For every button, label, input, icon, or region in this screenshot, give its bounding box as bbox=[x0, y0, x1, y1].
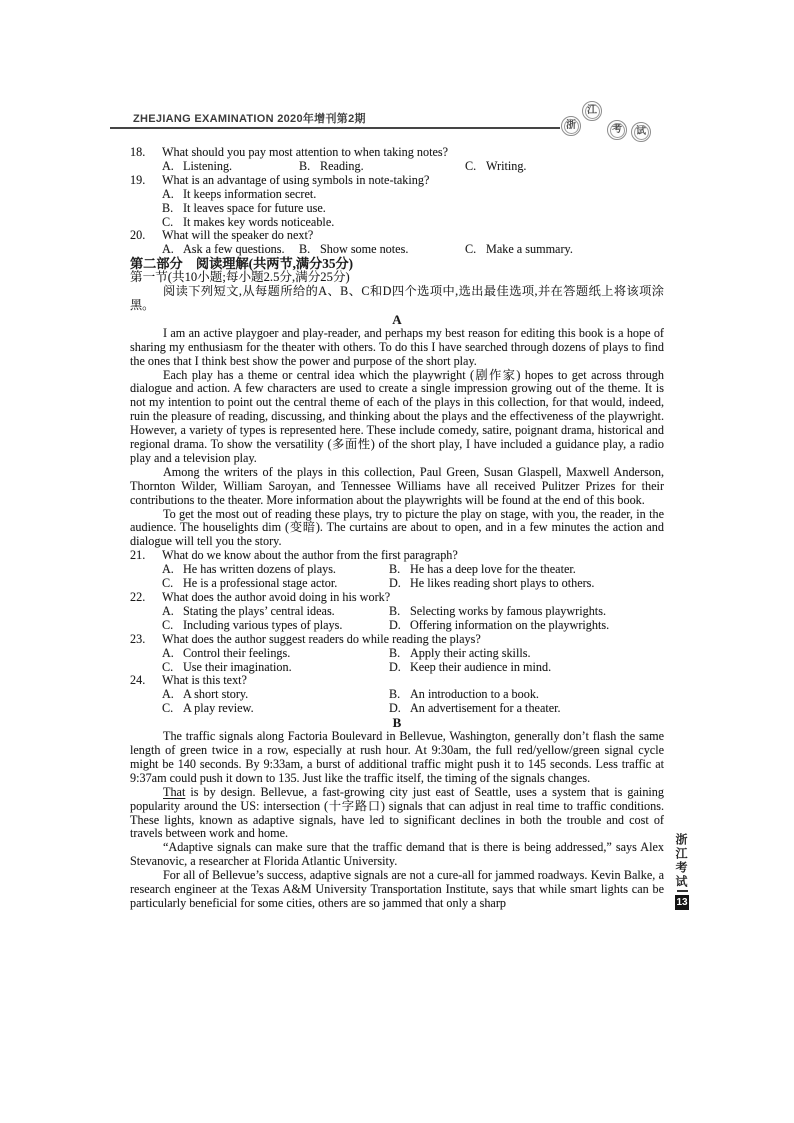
option-a: A. Ask a few questions. bbox=[162, 242, 285, 257]
passage-b-para-4: For all of Bellevue’s success, adaptive signals are not a cure-all for jammed roadways. Kevin Balke, a research engineer at the Texas A&M University Transportation Institute, says that while smart lights can be particularly beneficial for some cities, others are so jammed that only a sharp bbox=[130, 868, 664, 910]
option-a: A. He has written dozens of plays. bbox=[162, 562, 336, 577]
part2-heading: 第二部分 阅读理解(共两节,满分35分) bbox=[130, 256, 354, 272]
question-21 bbox=[130, 549, 664, 591]
option-c: C. Use their imagination. bbox=[162, 659, 292, 674]
option-a: A. Stating the plays’ central ideas. bbox=[162, 603, 335, 618]
question-18-options bbox=[130, 160, 664, 174]
passage-a-para-3: Among the writers of the plays in this collection, Paul Green, Susan Glaspell, Maxwell Anderson, Thornton Wilder, William Saroyan, and Tennessee Williams have all received Pulitzer Prizes for their contributions to the theater. More information about the playwrights will be found at the end of this book. bbox=[130, 464, 664, 507]
part2-subheading: 第一节(共10小题;每小题2.5分,满分25分) bbox=[130, 270, 350, 285]
option-c: C. He is a professional stage actor. bbox=[162, 576, 338, 591]
question-18 bbox=[130, 146, 664, 174]
question-23 bbox=[130, 633, 664, 675]
reading-instructions: 阅读下列短文,从每题所给的A、B、C和D四个选项中,选出最佳选项,并在答题纸上将该项涂黑。 bbox=[130, 284, 664, 312]
passage-a-para-2: Each play has a theme or central idea which the playwright (剧作家) hopes to get across through dialogue and action. A few characters are used to create a single impression growing out of the theme. It is not my intention to point out the central theme of each of the plays in this collection, for that would, indeed, ruin the pleasure of reading, discussing, and thinking about the plays and the effectiveness of the playwright. However, a variety of types is represented here. These include comedy, satire, poignant drama, historical and regional drama. To show the versatility (多面性) of the short play, I have included a guidance play, a radio play and a television play. bbox=[130, 367, 664, 465]
question-number: 18. bbox=[130, 145, 146, 159]
sidebar-divider bbox=[677, 890, 688, 892]
passage-b-para-3: “Adaptive signals can make sure that the traffic demand that is there is being addressed,” says Alex Stevanovic, a researcher at Florida Atlantic University. bbox=[130, 840, 664, 869]
question-24 bbox=[130, 674, 664, 716]
journal-seal-jiang bbox=[582, 101, 602, 121]
option-b: B. Show some notes. bbox=[299, 242, 409, 257]
passage-a-label: A bbox=[392, 311, 402, 327]
question-text: What will the speaker do next? bbox=[162, 228, 314, 243]
sidebar-journal-title: 浙江考试 bbox=[674, 833, 688, 889]
passage-b-para-1: The traffic signals along Factoria Boulevard in Bellevue, Washington, generally don’t flash the same length of green twice in a row, especially at rush hour. At 9:30am, the full red/yellow/green signal cycle might be 140 seconds. By 9:33am, a burst of additional traffic might push it to 145 seconds. Less traffic at 9:37am could push it down to 135. Just like the traffic itself, the timing of the signals changes. bbox=[130, 729, 664, 785]
question-text: What does the author avoid doing in his work? bbox=[162, 590, 391, 604]
question-19 bbox=[130, 174, 664, 230]
option-d: D. Offering information on the playwrights. bbox=[389, 617, 610, 632]
passage-b-label: B bbox=[392, 715, 402, 731]
option-b: B. He has a deep love for the theater. bbox=[389, 562, 576, 577]
journal-seal-kao bbox=[607, 120, 627, 140]
option-a: A. It keeps information secret. bbox=[162, 186, 317, 201]
option-d: D. He likes reading short plays to others. bbox=[389, 576, 595, 591]
header-rule bbox=[110, 127, 560, 129]
seal-character: 江 bbox=[587, 105, 597, 116]
seal-character: 浙 bbox=[566, 120, 576, 131]
question-number: 19. bbox=[130, 172, 146, 187]
underlined-word: That bbox=[163, 784, 186, 799]
seal-character: 考 bbox=[612, 124, 622, 135]
question-number: 22. bbox=[130, 590, 146, 604]
question-text: What should you pay most attention to when taking notes? bbox=[162, 145, 449, 159]
question-text: What is this text? bbox=[162, 673, 247, 688]
option-a: A. A short story. bbox=[162, 687, 249, 702]
question-number: 24. bbox=[130, 673, 146, 688]
question-number: 23. bbox=[130, 631, 146, 646]
page-number-badge: 13 bbox=[676, 897, 688, 908]
journal-seal-zhe bbox=[561, 116, 581, 136]
journal-title: ZHEJIANG EXAMINATION 2020年增刊第2期 bbox=[133, 113, 366, 125]
option-a: A. Listening. bbox=[162, 158, 233, 173]
question-20 bbox=[130, 229, 664, 257]
exam-content bbox=[130, 146, 664, 911]
option-d: D. An advertisement for a theater. bbox=[389, 701, 561, 716]
question-text: What is an advantage of using symbols in note-taking? bbox=[162, 172, 430, 187]
passage-b-para-2: That is by design. Bellevue, a fast-growing city just east of Seattle, uses a system that is gaining popularity around the US: intersection (十字路口) signals that can adjust in real time to traffic conditions. These lights, known as adaptive signals, have led to significant declines in both the trouble and cost of travels between work and home. bbox=[130, 784, 664, 841]
option-c: C. Make a summary. bbox=[465, 242, 573, 257]
option-b: B. Reading. bbox=[299, 158, 364, 173]
question-text: What does the author suggest readers do while reading the plays? bbox=[162, 631, 481, 646]
seal-character: 试 bbox=[636, 126, 646, 137]
option-c: C. It makes key words noticeable. bbox=[162, 214, 335, 229]
question-22 bbox=[130, 591, 664, 633]
option-b: B. It leaves space for future use. bbox=[162, 200, 326, 215]
option-a: A. Control their feelings. bbox=[162, 645, 291, 660]
option-c: C. Writing. bbox=[465, 158, 527, 173]
option-d: D. Keep their audience in mind. bbox=[389, 659, 552, 674]
option-c: C. Including various types of plays. bbox=[162, 617, 343, 632]
passage-a-para-4: To get the most out of reading these plays, try to picture the play on stage, with you, the reader, in the audience. The houselights dim (变暗). The curtains are about to open, and in a few minutes the action and dialogue will tell you the story. bbox=[130, 506, 664, 549]
journal-seal-shi bbox=[631, 122, 651, 142]
option-b: B. Selecting works by famous playwrights. bbox=[389, 603, 606, 618]
question-number: 21. bbox=[130, 548, 146, 563]
question-text: What do we know about the author from the first paragraph? bbox=[162, 548, 458, 563]
passage-a-para-1: I am an active playgoer and play-reader, and perhaps my best reason for editing this book is a hope of sharing my enthusiasm for the theater with others. To do this I have searched through dozens of plays to find the ones that I think best show the power and purpose of the short play. bbox=[130, 325, 664, 368]
option-b: B. Apply their acting skills. bbox=[389, 645, 531, 660]
option-c: C. A play review. bbox=[162, 701, 254, 716]
option-b: B. An introduction to a book. bbox=[389, 687, 539, 702]
question-number: 20. bbox=[130, 228, 146, 243]
